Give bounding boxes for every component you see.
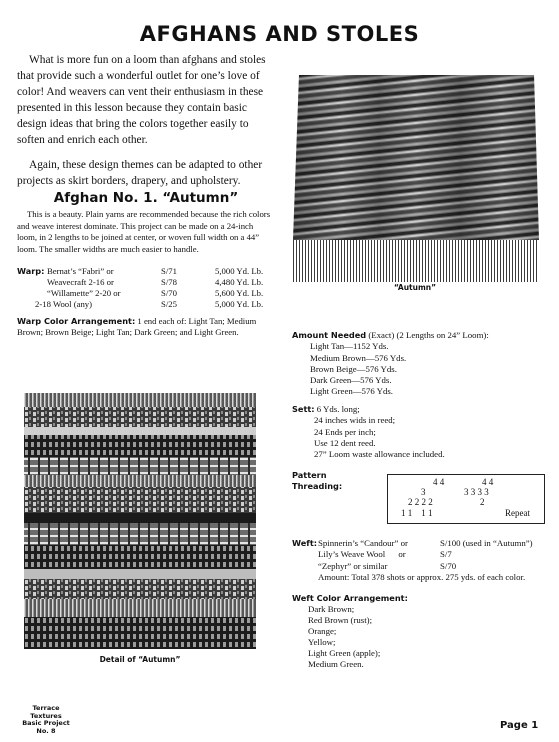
weft-color-item: Light Green (apple); [308, 648, 381, 658]
detail-caption: Detail of “Autumn” [99, 655, 181, 664]
weft-row [292, 549, 552, 560]
sett-label: Sett: [292, 404, 315, 414]
weft-label: Weft: [292, 538, 318, 548]
pattern-label-line1: Pattern [292, 470, 327, 480]
autumn-afghan-image [289, 75, 541, 282]
warp-yarn: “Willamette” 2-20 or [47, 288, 121, 298]
amount-item: Light Green—576 Yds. [310, 386, 393, 397]
weft-color-item: Dark Brown; [308, 604, 355, 614]
weft-color-item: Yellow; [308, 637, 336, 647]
sett-first: 6 Yds. long; [316, 404, 360, 414]
warp-row [17, 288, 275, 299]
warp-color-label: Warp Color Arrangement: [17, 316, 136, 326]
weft-color-item: Red Brown (rust); [308, 615, 373, 625]
warp-yarn: Weavecraft 2-16 or [47, 277, 114, 287]
warp-row [17, 266, 275, 277]
amount-item: Light Tan—1152 Yds. [310, 341, 389, 352]
weft-yarn: Lily’s Weave Wool or [318, 549, 406, 560]
warp-row [17, 277, 275, 288]
afghan-heading: Afghan No. 1. “Autumn” [53, 190, 239, 206]
intro-paragraph-1: What is more fun on a loom than afghans and stoles that provide such a wonderful outlet for one’s love of color! And weavers can vent their enthusiasm in these presented in this lesson because they contain basic design ideas that bring the colors together easily to soften and enrich each other. [17, 54, 266, 146]
weft-size: S/70 [440, 560, 457, 571]
warp-size: S/70 [161, 288, 177, 298]
pattern-label-line2: Threading: [292, 480, 343, 491]
amount-needed [292, 330, 550, 398]
threading-row-3a: 3 [421, 487, 426, 497]
threading-row-2b: 2 [480, 497, 485, 507]
warp-yardage: 5,000 Yd. Lb. [215, 266, 264, 276]
warp-yardage: 4,480 Yd. Lb. [215, 277, 264, 287]
threading-draft [387, 474, 545, 524]
threading-row-1: 1 1 1 1 [401, 508, 433, 518]
weft-row [292, 561, 552, 572]
weft-row [292, 538, 552, 549]
detail-photo [24, 393, 256, 649]
intro-paragraph-2: Again, these design themes can be adapted to other projects as skirt borders, drapery, and upholstery. [17, 159, 263, 187]
amount-item: Dark Green—576 Yds. [310, 375, 392, 386]
intro-text [17, 52, 275, 198]
weft-yarn: “Zephyr” or similar [318, 560, 388, 571]
warp-row [17, 299, 275, 310]
sett-item: 24 inches wids in reed; [314, 415, 396, 426]
threading-row-4b: 4 4 [482, 477, 494, 487]
warp-color-text: 1 end each of: Light Tan; Medium Brown; Brown Beige; Light Tan; Dark Green; and Light Green. [17, 316, 257, 337]
warp-yarn: 2-18 Wool (any) [35, 299, 93, 309]
sett-item: 24 Ends per inch; [314, 426, 376, 437]
warp-size: S/71 [161, 266, 177, 276]
warp-yardage: 5,600 Yd. Lb. [215, 288, 264, 298]
sett-item: Use 12 dent reed. [314, 437, 376, 448]
weft-size: S/100 (used in “Autumn”) [440, 538, 533, 548]
pattern-threading-label [292, 470, 362, 491]
weft-color-arrangement [292, 593, 550, 670]
sett-section [292, 404, 550, 460]
weft-color-label: Weft Color Arrangement: [292, 593, 408, 603]
weft-yarn: Spinnerin’s “Candour” or [318, 538, 408, 548]
autumn-photo [289, 75, 541, 282]
footer-line-1: Terrace Textures [30, 704, 62, 720]
page-title: AFGHANS AND STOLES [139, 22, 420, 46]
autumn-caption: “Autumn” [393, 283, 437, 292]
warp-color-arrangement [17, 316, 275, 338]
warp-yarn: Bernat’s “Fabri” or [47, 266, 114, 276]
footer-line-3: No. 8 [36, 726, 56, 735]
warp-table [17, 266, 275, 310]
page-number: Page 1 [500, 720, 539, 731]
warp-size: S/78 [161, 277, 177, 287]
warp-size: S/25 [161, 299, 177, 309]
amount-item: Brown Beige—576 Yds. [310, 363, 397, 374]
sett-item: 27” Loom waste allowance included. [314, 449, 445, 460]
threading-row-3b: 3 3 3 3 [464, 487, 489, 497]
footer-series [17, 705, 75, 735]
amount-text: (Exact) (2 Lengths on 24” Loom): [368, 330, 489, 340]
threading-repeat: Repeat [505, 508, 530, 518]
weft-color-item: Orange; [308, 626, 337, 636]
warp-label: Warp: [17, 266, 45, 276]
detail-weave-image [24, 393, 256, 649]
afghan-description: This is a beauty. Plain yarns are recommended because the rich colors and weave interest dominate. This project can be made on a 24-inch loom, in 2 lengths to be joined at center, or woven full width on a 44” loom. The smaller widths are much easier to handle. [17, 209, 271, 254]
threading-row-2a: 2 2 2 2 [408, 497, 433, 507]
threading-row-4a: 4 4 [433, 477, 445, 487]
weft-amount: Amount: Total 378 shots or approx. 275 yds. of each color. [318, 571, 526, 582]
warp-yardage: 5,000 Yd. Lb. [215, 299, 264, 309]
amount-item: Medium Brown—576 Yds. [310, 352, 407, 363]
weft-color-item: Medium Green. [308, 659, 364, 669]
weft-size: S/7 [440, 549, 452, 560]
footer-line-2: Basic Project [22, 719, 70, 727]
amount-label: Amount Needed [292, 330, 367, 340]
weft-section [292, 538, 552, 583]
